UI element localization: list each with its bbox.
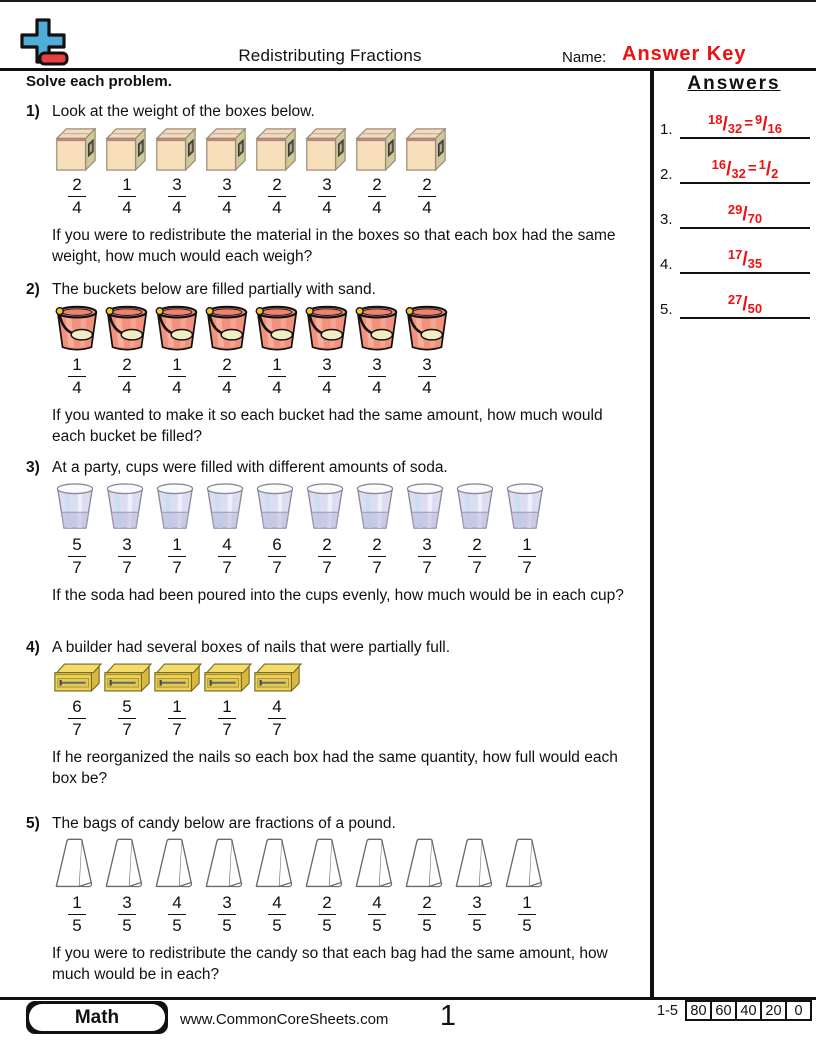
fraction-label: $\frac{2}{4}$ [52,175,102,217]
fraction-label: $\frac{1}{7}$ [202,697,252,739]
answer-item [660,106,810,139]
problem-number: 3) [26,459,40,476]
answers-column-divider [650,71,654,998]
problem-fractions-row [52,175,638,217]
website-text: www.CommonCoreSheets.com [180,1011,389,1028]
problem-question: If you were to redistribute the material in the boxes so that each box had the same weight, how much would each weigh? [52,227,616,265]
box-icon [152,124,202,172]
problem-head [26,102,638,121]
answer-number: 3. [660,211,673,228]
answer-value: $^{29}$/70 [727,202,763,226]
answer-value: $^{17}$/35 [727,247,763,271]
problem-number: 1) [26,103,40,120]
fraction-label: $\frac{3}{4}$ [352,355,402,397]
box-icon [52,124,102,172]
problem-head [26,638,638,657]
score-cell: 0 [785,1000,812,1021]
answer-line [680,114,810,139]
bag-icon [102,836,152,890]
box-icon [352,124,402,172]
box-icon [402,124,452,172]
problem-number: 4) [26,639,40,656]
bag-icon [252,836,302,890]
problem-question: If you wanted to make it so each bucket had the same amount, how much would each bucket be filled? [52,407,603,445]
bucket-icon [202,302,252,352]
score-cell: 20 [760,1000,787,1021]
cup-icon [352,480,402,532]
problem-fractions-row [52,535,638,577]
score-strip [657,1000,812,1021]
bucket-icon [252,302,302,352]
problem-prompt: The buckets below are filled partially with sand. [52,281,376,298]
fraction-label: $\frac{6}{7}$ [252,535,302,577]
fraction-label: $\frac{3}{4}$ [152,175,202,217]
fraction-label: $\frac{3}{4}$ [402,355,452,397]
fraction-label: $\frac{4}{5}$ [152,893,202,935]
problem-icons-row [52,302,638,352]
nailbox-icon [252,660,302,694]
problem-icons-row [52,480,638,532]
nailbox-icon [52,660,102,694]
score-cells [687,1000,812,1021]
fraction-label: $\frac{3}{4}$ [302,355,352,397]
problem-number: 5) [26,815,40,832]
subject-badge-label: Math [29,1004,165,1031]
fraction-label: $\frac{3}{5}$ [452,893,502,935]
fraction-label: $\frac{1}{4}$ [52,355,102,397]
bag-icon [202,836,252,890]
fraction-label: $\frac{4}{5}$ [352,893,402,935]
fraction-label: $\frac{2}{4}$ [402,175,452,217]
nailbox-icon [202,660,252,694]
answers-list [660,106,810,331]
problem-block [26,280,638,447]
problem-block [26,814,638,985]
answer-number: 2. [660,166,673,183]
answer-item [660,241,810,274]
answer-number: 4. [660,256,673,273]
problem-number: 2) [26,281,40,298]
box-icon [202,124,252,172]
problem-prompt: The bags of candy below are fractions of a pound. [52,815,396,832]
cup-icon [102,480,152,532]
answer-line [680,294,810,319]
fraction-label: $\frac{3}{7}$ [102,535,152,577]
problem-fractions-row [52,893,638,935]
cup-icon [402,480,452,532]
answer-value: $^{18}$/32 = $^9$/16 [708,112,782,136]
score-range-label: 1-5 [657,1002,678,1019]
bag-icon [502,836,552,890]
bag-icon [302,836,352,890]
fraction-label: $\frac{2}{4}$ [202,355,252,397]
problem-question: If you were to redistribute the candy so that each bag had the same amount, how much would be in each? [52,945,608,983]
cup-icon [502,480,552,532]
score-cell: 40 [735,1000,762,1021]
cup-icon [152,480,202,532]
answer-line [680,204,810,229]
score-cell: 80 [685,1000,712,1021]
answer-key-label: Answer Key [622,43,747,65]
nailbox-icon [102,660,152,694]
instructions-text: Solve each problem. [26,73,172,90]
nailbox-icon [152,660,202,694]
header-divider [0,68,816,71]
problem-icons-row [52,836,638,890]
bucket-icon [102,302,152,352]
fraction-label: $\frac{5}{7}$ [52,535,102,577]
fraction-label: $\frac{2}{5}$ [302,893,352,935]
fraction-label: $\frac{4}{5}$ [252,893,302,935]
answer-number: 1. [660,121,673,138]
fraction-label: $\frac{4}{7}$ [202,535,252,577]
fraction-label: $\frac{1}{7}$ [152,697,202,739]
problem-head [26,458,638,477]
bag-icon [52,836,102,890]
fraction-label: $\frac{2}{7}$ [352,535,402,577]
fraction-label: $\frac{2}{4}$ [252,175,302,217]
problem-block [26,102,638,267]
fraction-label: $\frac{1}{4}$ [102,175,152,217]
bag-icon [452,836,502,890]
problem-fractions-row [52,697,638,739]
fraction-label: $\frac{1}{7}$ [502,535,552,577]
bag-icon [402,836,452,890]
fraction-label: $\frac{3}{4}$ [302,175,352,217]
answer-value: $^{16}$/32 = $^1$/2 [711,157,779,181]
fraction-label: $\frac{5}{7}$ [102,697,152,739]
fraction-label: $\frac{2}{4}$ [352,175,402,217]
bag-icon [352,836,402,890]
fraction-label: $\frac{2}{7}$ [302,535,352,577]
answer-line [680,159,810,184]
box-icon [302,124,352,172]
answer-item [660,286,810,319]
problem-question: If he reorganized the nails so each box had the same quantity, how full would each box be? [52,749,618,787]
fraction-label: $\frac{3}{7}$ [402,535,452,577]
fraction-label: $\frac{1}{5}$ [52,893,102,935]
cup-icon [302,480,352,532]
problem-block [26,458,638,607]
cup-icon [452,480,502,532]
answer-line [680,249,810,274]
bucket-icon [302,302,352,352]
problem-question: If the soda had been poured into the cups evenly, how much would be in each cup? [52,587,624,605]
box-icon [102,124,152,172]
fraction-label: $\frac{2}{5}$ [402,893,452,935]
answer-item [660,151,810,184]
fraction-label: $\frac{1}{5}$ [502,893,552,935]
answer-item [660,196,810,229]
problem-head [26,280,638,299]
answers-title: Answers [687,73,781,94]
bag-icon [152,836,202,890]
fraction-label: $\frac{3}{5}$ [102,893,152,935]
cup-icon [252,480,302,532]
problem-prompt: Look at the weight of the boxes below. [52,103,315,120]
box-icon [252,124,302,172]
problem-icons-row [52,660,638,694]
page-number: 1 [439,1000,457,1032]
problem-icons-row [52,124,638,172]
name-label: Name: [562,49,607,66]
worksheet-title: Redistributing Fractions [238,46,422,65]
problem-block [26,638,638,789]
bucket-icon [52,302,102,352]
fraction-label: $\frac{6}{7}$ [52,697,102,739]
answer-number: 5. [660,301,673,318]
cup-icon [52,480,102,532]
answer-value: $^{27}$/50 [727,292,763,316]
problem-head [26,814,638,833]
score-cell: 60 [710,1000,737,1021]
bucket-icon [402,302,452,352]
bucket-icon [352,302,402,352]
fraction-label: $\frac{2}{4}$ [102,355,152,397]
problem-fractions-row [52,355,638,397]
fraction-label: $\frac{1}{4}$ [252,355,302,397]
subject-badge [26,1001,168,1034]
fraction-label: $\frac{1}{7}$ [152,535,202,577]
bucket-icon [152,302,202,352]
fraction-label: $\frac{4}{7}$ [252,697,302,739]
problem-prompt: A builder had several boxes of nails that were partially full. [52,639,451,656]
cup-icon [202,480,252,532]
problem-prompt: At a party, cups were filled with different amounts of soda. [52,459,448,476]
fraction-label: $\frac{3}{4}$ [202,175,252,217]
fraction-label: $\frac{1}{4}$ [152,355,202,397]
fraction-label: $\frac{3}{5}$ [202,893,252,935]
fraction-label: $\frac{2}{7}$ [452,535,502,577]
